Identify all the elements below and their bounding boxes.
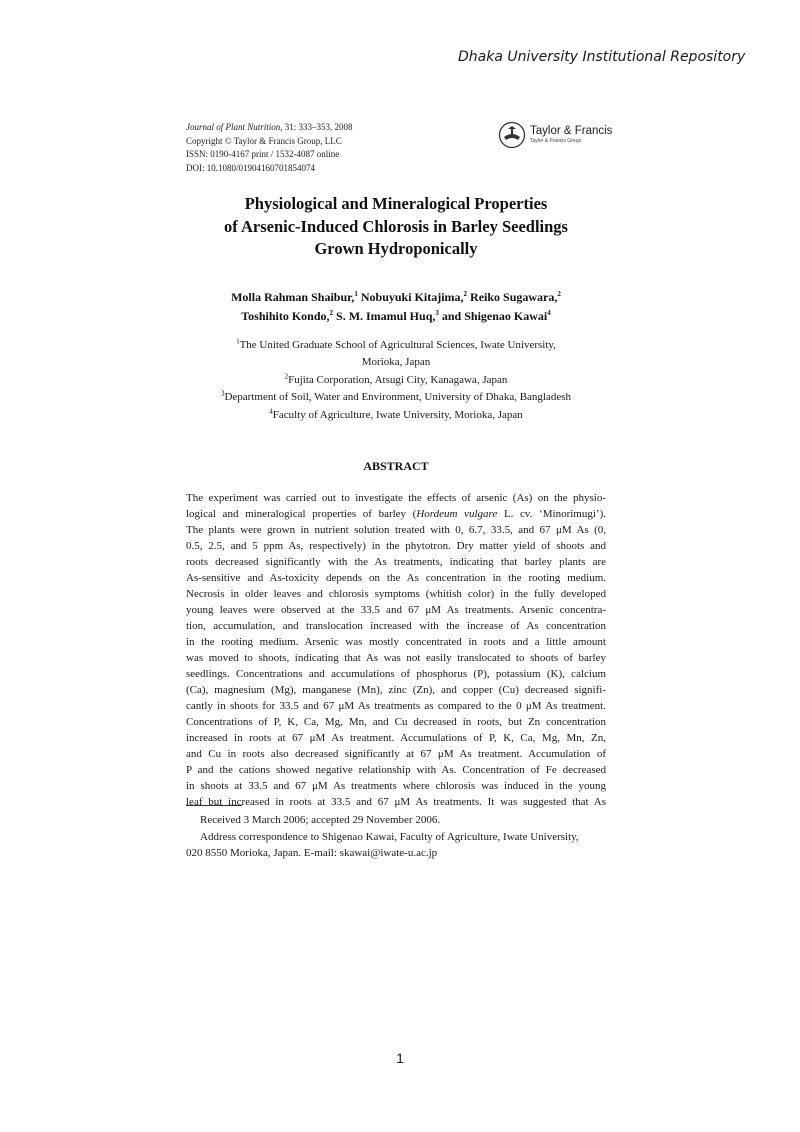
journal-citation bbox=[186, 121, 353, 135]
journal-volume-pages: , 31: 333–353, 2008 bbox=[280, 122, 353, 132]
author-name: Reiko Sugawara, bbox=[470, 290, 558, 304]
author-name: Toshihito Kondo, bbox=[241, 309, 330, 323]
affiliation-continuation: Morioka, Japan bbox=[361, 356, 431, 369]
author-affiliation-mark: 2 bbox=[557, 290, 561, 298]
title-line: Physiological and Mineralogical Properties bbox=[244, 194, 548, 213]
abstract-line: Necrosis in older leaves and chlorosis symptoms (whitish color) in the fully developed bbox=[186, 588, 606, 601]
affiliation-mark: 1 bbox=[236, 337, 240, 346]
affiliation-text: Faculty of Agriculture, Iwate University, Morioka, Japan bbox=[272, 408, 523, 421]
author-affiliation-mark: 2 bbox=[329, 309, 334, 317]
abstract-line: young leaves were observed at the 33.5 and 67 μM As treatments. Arsenic concentra- bbox=[186, 604, 606, 617]
publisher-logo bbox=[498, 120, 612, 150]
issn-line: ISSN: 0190-4167 print / 1532-4087 online bbox=[186, 149, 340, 159]
affiliation bbox=[186, 389, 606, 406]
author-conjunction: and bbox=[441, 309, 462, 323]
abstract-line: in shoots at 33.5 and 67 μM As treatments where chlorosis was induced in the young bbox=[186, 780, 606, 793]
journal-metadata bbox=[186, 121, 353, 175]
author-affiliation-mark: 4 bbox=[547, 309, 551, 317]
affiliation-mark: 3 bbox=[220, 389, 225, 398]
abstract-line: The experiment was carried out to investigate the effects of arsenic (As) on the physio- bbox=[186, 492, 606, 504]
affiliation-text: Fujita Corporation, Atsugi City, Kanagawa, Japan bbox=[288, 373, 508, 386]
affiliation-list bbox=[186, 337, 606, 424]
repository-header: Dhaka University Institutional Repository bbox=[458, 49, 746, 65]
abstract-body bbox=[186, 490, 606, 810]
abstract-line: (Ca), magnesium (Mg), manganese (Mn), zinc (Zn), and copper (Cu) decreased signifi- bbox=[186, 684, 606, 697]
publisher-logo-text bbox=[530, 125, 612, 145]
affiliation-mark: 4 bbox=[269, 406, 273, 415]
correspondence-note-continuation: 020 8550 Morioka, Japan. E-mail: skawai@iwate-u.ac.jp bbox=[186, 847, 438, 859]
author-affiliation-mark: 3 bbox=[435, 309, 439, 317]
abstract-line: tion, accumulation, and translocation increased with the increase of As concentration bbox=[186, 620, 606, 633]
footnote-divider bbox=[186, 805, 242, 806]
abstract-line: As-sensitive and As-toxicity depends on the As concentration in the rooting medium. bbox=[186, 572, 606, 585]
abstract-line: was moved to shoots, indicating that As was not easily translocated to shoots of barley bbox=[186, 652, 606, 665]
abstract-line: roots decreased significantly with the As treatments, indicating that barley plants are bbox=[186, 556, 606, 569]
affiliation bbox=[186, 407, 606, 424]
abstract-line: logical and mineralogical properties of barley (Hordeum vulgare L. cv. ‘Minorimugi’). bbox=[186, 508, 606, 521]
affiliation-text: The United Graduate School of Agricultural Sciences, Iwate University, bbox=[239, 339, 556, 351]
affiliation-mark: 2 bbox=[284, 372, 289, 381]
abstract-line: leaf but increased in roots at 33.5 and 67 μM As treatments. It was suggested that As bbox=[186, 796, 606, 809]
page-number: 1 bbox=[396, 1050, 404, 1066]
abstract-line: cantly in shoots for 33.5 and 67 μM As treatments as compared to the 0 μM As treatment. bbox=[186, 700, 606, 713]
author-name: Shigenao Kawai bbox=[464, 309, 548, 323]
author-line bbox=[186, 288, 606, 307]
author-list bbox=[186, 288, 606, 326]
copyright-line: Copyright © Taylor & Francis Group, LLC bbox=[186, 135, 342, 146]
abstract-line: seedlings. Concentrations and accumulations of phosphorus (P), potassium (K), calcium bbox=[186, 668, 606, 681]
author-line bbox=[186, 307, 606, 326]
article-title bbox=[186, 193, 606, 261]
publisher-subname: Taylor & Francis Group bbox=[530, 138, 582, 144]
author-name: Molla Rahman Shaibur, bbox=[231, 290, 355, 304]
affiliation-text: Department of Soil, Water and Environment, University of Dhaka, Bangladesh bbox=[224, 391, 572, 404]
abstract-heading: ABSTRACT bbox=[363, 459, 429, 473]
affiliation bbox=[186, 337, 606, 354]
abstract-line: Concentrations of P, K, Ca, Mg, Mn, and Cu decreased in roots, but Zn concentration bbox=[186, 716, 606, 729]
author-affiliation-mark: 1 bbox=[354, 290, 358, 298]
author-affiliation-mark: 2 bbox=[463, 290, 468, 298]
abstract-line: in the rooting medium. Arsenic was mostly concentrated in roots and a little amount bbox=[186, 636, 606, 649]
received-note: Received 3 March 2006; accepted 29 November 2006. bbox=[200, 814, 441, 826]
abstract-line: P and the cations showed negative relationship with As. Concentration of Fe decreased bbox=[186, 764, 606, 777]
publisher-emblem-icon bbox=[498, 121, 526, 149]
species-name: Hordeum vulgare bbox=[416, 508, 498, 521]
author-name: Nobuyuki Kitajima, bbox=[360, 290, 464, 304]
abstract-line: increased in roots at 67 μM As treatment. Accumulations of P, K, Ca, Mg, Mn, Zn, bbox=[186, 732, 606, 745]
affiliation bbox=[186, 372, 606, 389]
correspondence-note: Address correspondence to Shigenao Kawai, Faculty of Agriculture, Iwate University, bbox=[200, 830, 579, 843]
abstract-line: The plants were grown in nutrient solution treated with 0, 6.7, 33.5, and 67 μM As (0, bbox=[186, 524, 606, 537]
footnotes bbox=[186, 812, 606, 862]
title-line: of Arsenic-Induced Chlorosis in Barley Seedlings bbox=[224, 216, 568, 236]
abstract-line: 0.5, 2.5, and 5 ppm As, respectively) in the phytotron. Dry matter yield of shoots and bbox=[186, 540, 606, 553]
doi-line: DOI: 10.1080/01904160701854074 bbox=[186, 162, 315, 173]
journal-name: Journal of Plant Nutrition bbox=[186, 122, 281, 132]
abstract-line: and Cu in roots also decreased significantly at 67 μM As treatment. Accumulation of bbox=[186, 748, 606, 761]
title-line: Grown Hydroponically bbox=[314, 239, 478, 258]
publisher-name: Taylor & Francis bbox=[530, 125, 613, 137]
author-name: S. M. Imamul Huq, bbox=[336, 309, 436, 323]
